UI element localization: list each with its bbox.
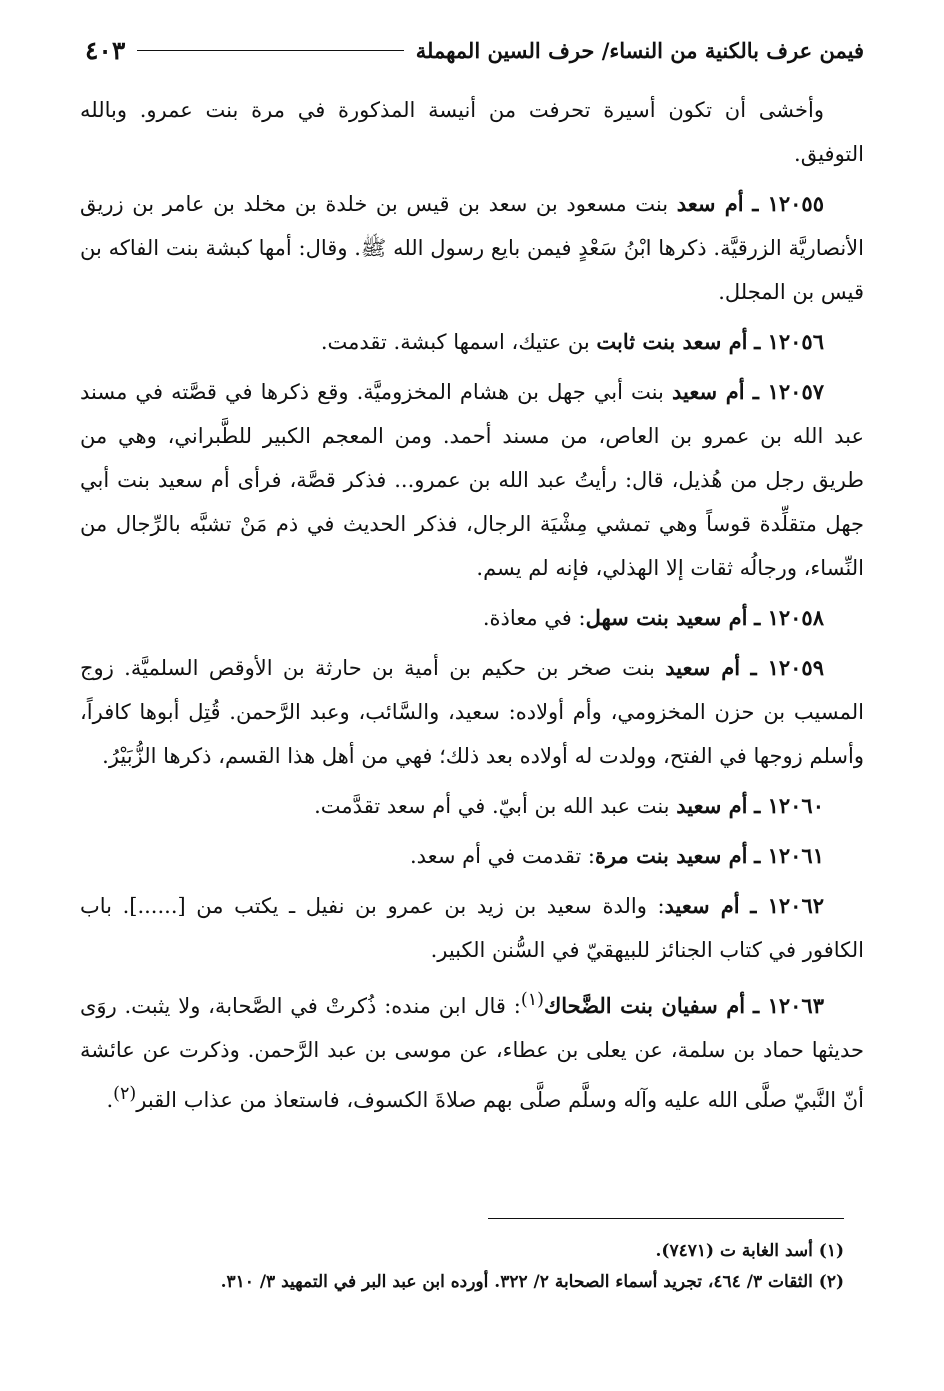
entry-name: أم سعيد بنت مرة (594, 843, 748, 868)
entry-12056 (80, 320, 864, 364)
entry-number: ١٢٠٥٦ ـ (754, 329, 824, 354)
running-title: فيمن عرف بالكنية من النساء/ حرف السين المهملة (415, 37, 864, 63)
entry-name: أم سعيد (671, 379, 745, 404)
entry-text: بنت عبد الله بن أبيّ. في أم سعد تقدَّمت. (314, 794, 677, 818)
footnote-rule (488, 1218, 844, 1219)
entry-number: ١٢٠٦٢ ـ (750, 893, 825, 918)
entry-name: أم سعيد (664, 893, 740, 918)
entry-12061 (80, 834, 864, 878)
paragraph-text: وأخشى أن تكون أسيرة تحرفت من أنيسة المذكورة في مرة بنت عمرو. وبالله التوفيق. (80, 98, 864, 166)
footnotes (95, 1236, 844, 1298)
entry-name: أم سعيد بنت سهل (585, 605, 748, 630)
entry-12063 (80, 978, 864, 1122)
entry-text: بن عتيك، اسمها كبشة. تقدمت. (320, 330, 597, 354)
entry-name: أم سعد (676, 191, 744, 216)
entry-text: : والدة سعيد بن زيد بن عمرو بن نفيل ـ يكتب من [......]. باب الكافور في كتاب الجنائز للبيهقيّ في السُّنن الكبير. (80, 894, 864, 962)
paragraph-intro (80, 88, 864, 176)
entry-text: بنت مسعود بن سعد بن قيس بن خلدة بن مخلد بن عامر بن زريق الأنصاريَّة الزرقيَّة. ذكرها ابْنُ سَعْدٍ فيمن بايع رسول الله ﷺ. وقال: أمها كبشة بنت الفاكه بن قيس بن المجلل. (80, 192, 864, 304)
entry-number: ١٢٠٥٨ ـ (754, 605, 824, 630)
footnote-ref: (١) (520, 990, 544, 1010)
footnote-1: (١) أسد الغابة ت (٧٤٧١). (655, 1241, 844, 1261)
entry-12058 (80, 596, 864, 640)
entry-number: ١٢٠٥٧ ـ (752, 379, 825, 404)
entry-12060 (80, 784, 864, 828)
entry-text: بنت صخر بن حكيم بن أمية بن حارثة بن الأوقص السلميَّة. زوج المسيب بن حزن المخزومي، وأم أولاده: سعيد، والسَّائب، وعبد الرَّحمن. قُتِل أبوها كافراً، وأسلم زوجها في الفتح، وولدت له أولاده بعد ذلك؛ فهي من أهل هذا القسم، ذكرها الزُّبَيْرُ. (80, 656, 864, 768)
entry-name: أم سعيد (676, 793, 748, 818)
footnote-ref: (٢) (113, 1084, 137, 1104)
entry-name: أم سعد بنت ثابت (596, 329, 748, 354)
entry-name: أم سعيد (665, 655, 741, 680)
entry-12062 (80, 884, 864, 972)
entry-12057 (80, 370, 864, 590)
footnote-2: (٢) الثقات ٣/ ٤٦٤، تجريد أسماء الصحابة ٢/ ٣٢٢. أورده ابن عبد البر في التمهيد ٣/ ٣١٠. (220, 1272, 844, 1292)
entry-text: : قال ابن منده: ذُكرتْ في الصَّحابة، ولا يثبت. روَى حديثها حماد بن سلمة، عن يعلى بن عطاء، عن موسى بن عبد الرَّحمن. وذكرت عن عائشة أنّ النَّبيّ صلَّى الله عليه وآله وسلَّم صلَّى بهم صلاةَ الكسوف، فاستعاذ من عذاب القبر (80, 994, 864, 1112)
entry-tail: . (106, 1088, 114, 1112)
entry-number: ١٢٠٥٩ ـ (750, 655, 824, 680)
page-number: ٤٠٣ (85, 35, 126, 65)
entry-number: ١٢٠٥٥ ـ (752, 191, 824, 216)
entry-text: : في معاذة. (482, 606, 586, 630)
entry-name: أم سفيان بنت الضَّحاك (543, 993, 746, 1018)
entry-number: ١٢٠٦١ ـ (754, 843, 824, 868)
entry-text: بنت أبي جهل بن هشام المخزوميَّة. وقع ذكرها في قصَّته في مسند عبد الله بن عمرو بن العاص، من مسند أحمد. ومن المعجم الكبير للطَّبراني، وهي من طريق رجل من هُذيل، قال: رأيتُ عبد الله بن عمرو... فذكر قصَّة، فرأى أم سعيد بنت أبي جهل متقلِّدة قوساً وهي تمشي مِشْيَة الرجال، فذكر الحديث في ذم مَنْ تشبَّه بالرِّجال من النِّساء، ورجالُه ثقات إلا الهذلي، فإنه لم يسم. (80, 380, 864, 580)
entry-12055 (80, 182, 864, 314)
body-text (80, 88, 864, 1128)
entry-number: ١٢٠٦٠ ـ (754, 793, 824, 818)
entry-text: : تقدمت في أم سعد. (409, 844, 595, 868)
entry-12059 (80, 646, 864, 778)
entry-number: ١٢٠٦٣ ـ (752, 993, 824, 1018)
running-head (85, 30, 864, 70)
header-rule (137, 50, 403, 51)
